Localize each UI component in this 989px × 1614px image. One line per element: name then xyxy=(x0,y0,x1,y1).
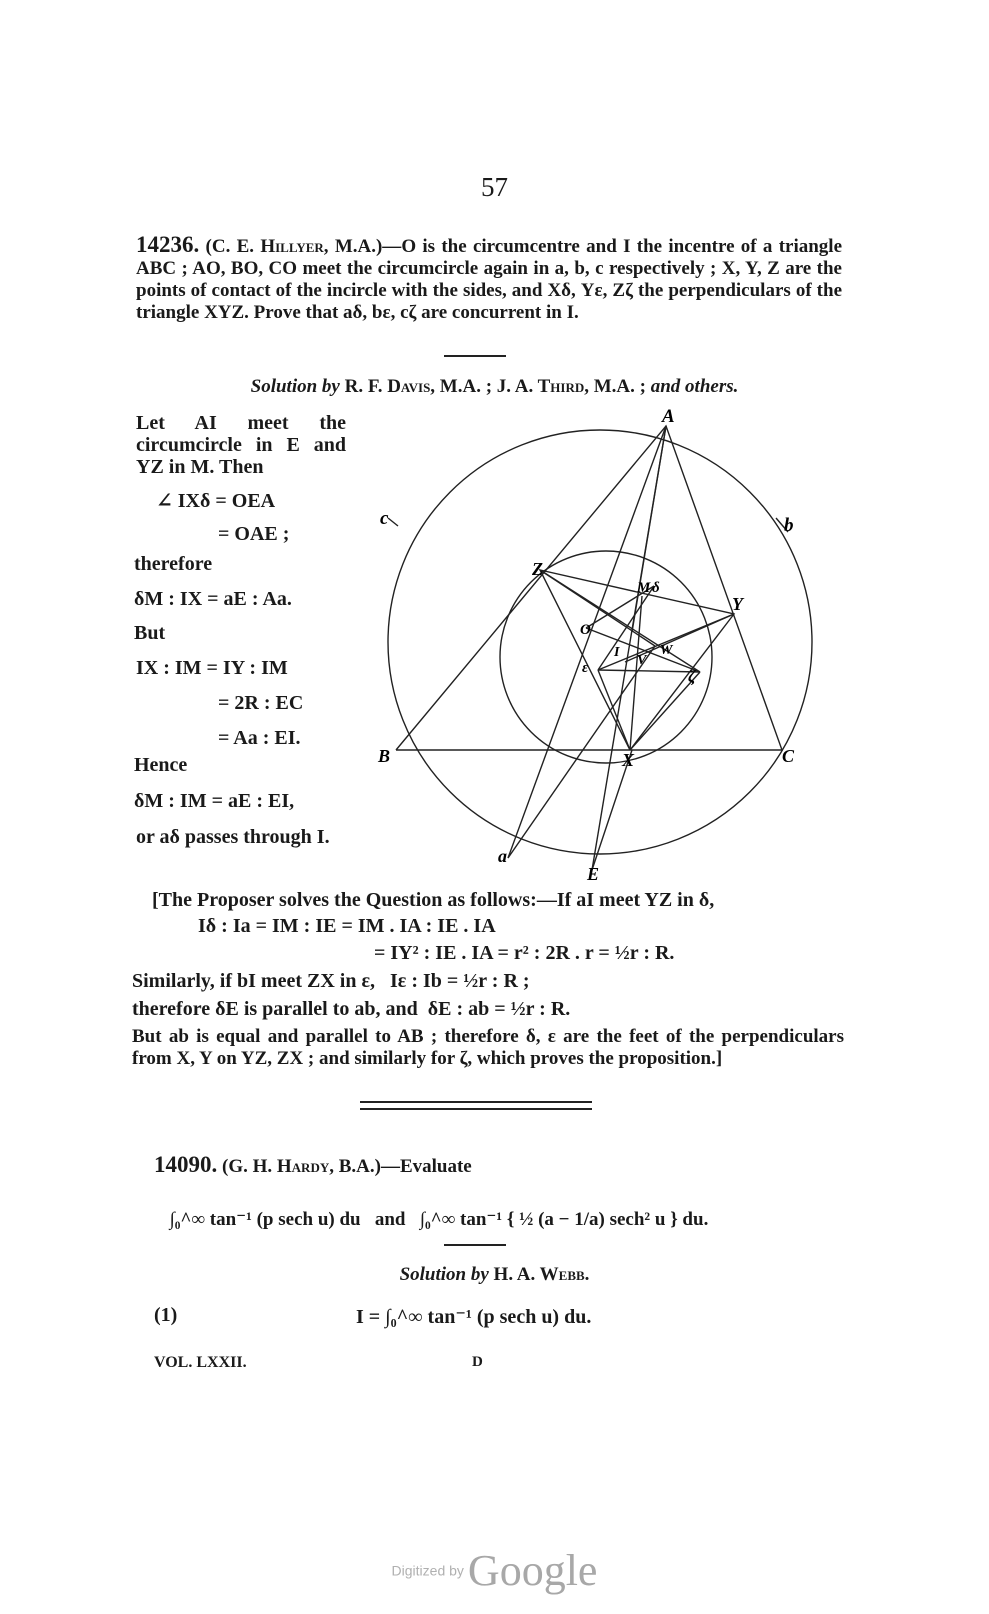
label-delta: δ xyxy=(652,580,660,596)
label-c: c xyxy=(380,508,389,529)
label-M: M xyxy=(637,580,651,596)
proof-step: = 2R : EC xyxy=(218,692,304,714)
equation-number: (1) xyxy=(154,1304,178,1326)
problem-text: O is the circumcentre and I the incentre of a triangle ABC ; AO, BO, CO meet the circumcircle again in a, b, c respectively ; X, Y, Z are the points of contact of the incircle with the sides, and Xδ, Yε, Zζ the perpendiculars of the triangle XYZ. Prove that aδ, bε, cζ are concurrent in I. xyxy=(136,236,843,323)
triangle-abc xyxy=(396,426,782,750)
label-V: V xyxy=(637,653,647,668)
proposer-line xyxy=(152,889,714,912)
digitized-watermark xyxy=(0,1545,989,1596)
proposer-line: Similarly, if bI meet ZX in ε, Iε : Ib = ½r : R ; xyxy=(132,970,530,992)
proposer-line: Iδ : Ia = IM : IE = IM . IA : IE . IA xyxy=(198,915,496,937)
label-W: W xyxy=(660,643,673,658)
label-Y: Y xyxy=(732,594,743,614)
solution-2-header xyxy=(0,1264,989,1286)
watermark-small: Digitized by xyxy=(391,1562,464,1579)
problem-author: (C. E. Hillyer, M.A.)— xyxy=(205,236,402,257)
label-B: B xyxy=(378,746,391,766)
integral-connector: and xyxy=(374,1209,406,1230)
section-rule xyxy=(444,355,506,357)
proof-step: δM : IX = aE : Aa. xyxy=(134,588,292,610)
proof-step: ∠ IXδ = OEA xyxy=(156,490,276,512)
signature-mark: D xyxy=(472,1354,483,1370)
label-b: b xyxy=(784,515,794,536)
proof-conclusion: or aδ passes through I. xyxy=(136,826,330,848)
integral-2: ∫₀^∞ tan⁻¹ { ½ (a − 1/a) sech² u } du. xyxy=(419,1209,709,1230)
label-C: C xyxy=(782,746,795,766)
problem-14236 xyxy=(136,234,842,324)
proof-step: therefore xyxy=(134,553,213,575)
integral-1: ∫₀^∞ tan⁻¹ (p sech u) du xyxy=(169,1209,361,1230)
google-logo: Google xyxy=(467,1546,598,1595)
solution-suffix: and others. xyxy=(650,376,739,397)
label-A: A xyxy=(662,406,675,427)
volume-label: VOL. LXXII. xyxy=(154,1354,247,1371)
proposer-conclusion: But ab is equal and parallel to AB ; therefore δ, ε are the feet of the perpendiculars from X, Y on YZ, ZX ; and similarly for ζ, which proves the proposition.] xyxy=(132,1026,844,1069)
proposer-text: [The Proposer solves the Question as follows:—If aI meet YZ in δ, xyxy=(152,889,715,911)
label-I: I xyxy=(614,645,620,660)
solution-prefix: Solution by xyxy=(250,376,340,397)
label-O: O xyxy=(580,622,591,638)
proof-step: Hence xyxy=(134,754,188,776)
section-rule-2 xyxy=(444,1244,506,1246)
label-epsilon: ε xyxy=(582,660,589,676)
label-a: a xyxy=(498,846,507,866)
proposer-line: = IY² : IE . IA = r² : 2R . r = ½r : R. xyxy=(374,942,675,964)
page-number: 57 xyxy=(481,172,508,202)
double-rule-bottom xyxy=(360,1108,592,1110)
integral-expression xyxy=(160,1186,708,1231)
proof-step: δM : IM = aE : EI, xyxy=(134,790,295,812)
problem-14090-header xyxy=(154,1152,472,1178)
problem-author: (G. H. Hardy, B.A.)— xyxy=(222,1156,400,1177)
label-zeta: ζ xyxy=(688,667,696,686)
proof-step: = Aa : EI. xyxy=(218,727,301,749)
proof-intro: Let AI meet the circumcircle in E and YZ in M. Then xyxy=(136,412,346,478)
solution-solvers: R. F. Davis, M.A. ; J. A. Third, M.A. ; xyxy=(344,376,646,397)
problem-number: 14236. xyxy=(136,232,200,257)
proof-step: IX : IM = IY : IM xyxy=(136,657,288,679)
label-X: X xyxy=(622,750,635,770)
solution-2-prefix: Solution by xyxy=(399,1264,489,1285)
label-E: E xyxy=(587,864,600,884)
proposer-line: therefore δE is parallel to ab, and δE : ab = ½r : R. xyxy=(132,998,571,1020)
problem-number: 14090. xyxy=(154,1152,218,1177)
proof-step: = OAE ; xyxy=(218,523,290,545)
equation-1: I = ∫₀^∞ tan⁻¹ (p sech u) du. xyxy=(356,1306,592,1328)
double-rule-top xyxy=(360,1101,592,1103)
solution-header xyxy=(0,376,989,398)
proof-step: But xyxy=(134,622,166,644)
problem-verb: Evaluate xyxy=(399,1156,472,1177)
circumcircle xyxy=(388,430,812,854)
label-Z: Z xyxy=(532,559,543,579)
solution-2-solver: H. A. Webb. xyxy=(493,1264,590,1285)
geometry-figure xyxy=(370,400,840,885)
